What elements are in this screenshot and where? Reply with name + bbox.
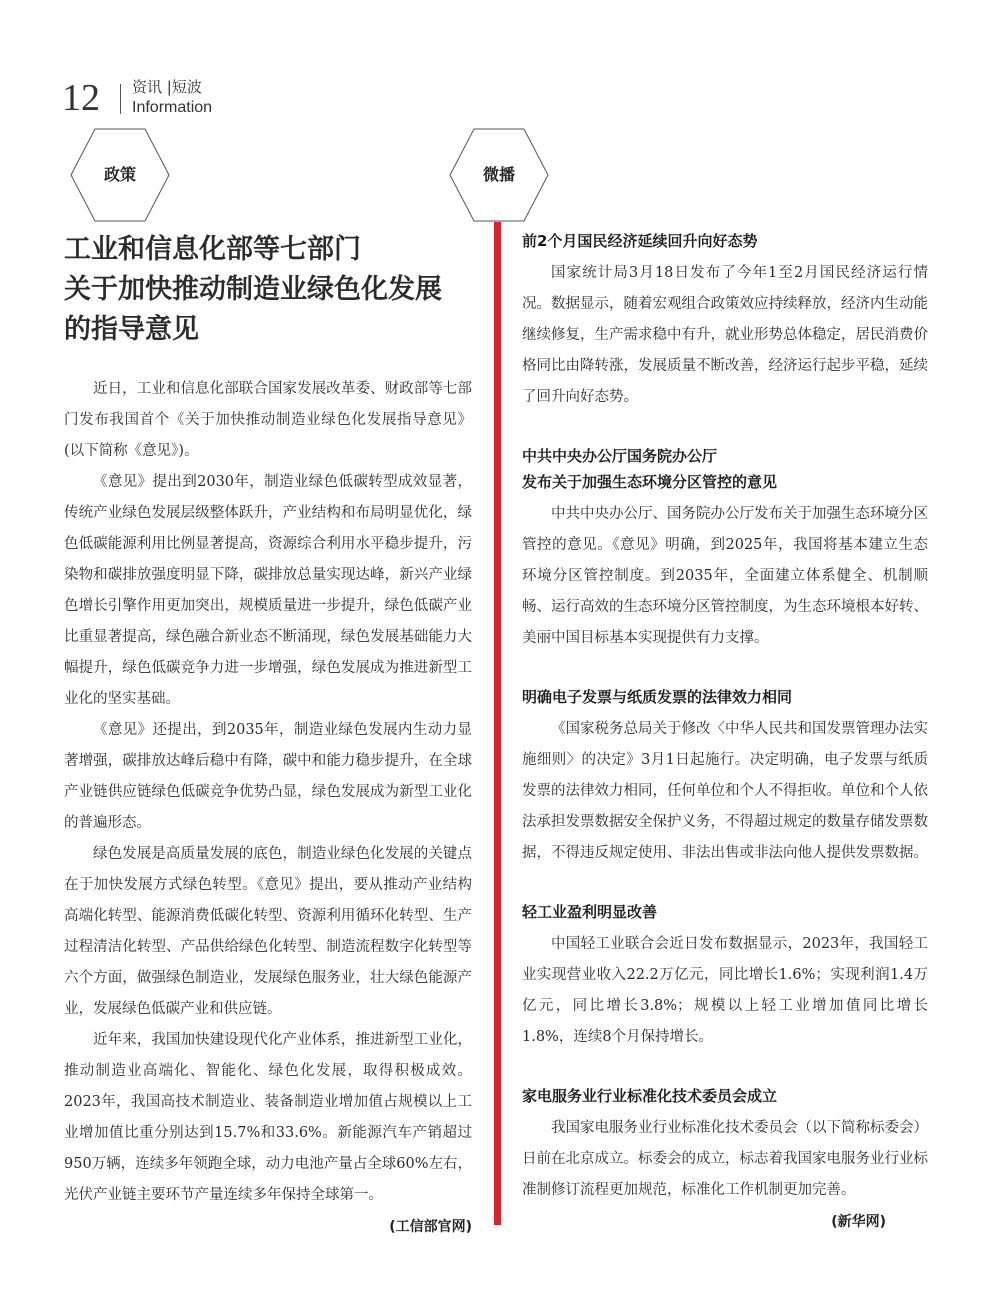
section-name-cn: 资讯 |短波 xyxy=(132,78,202,96)
news-body: 国家统计局3月18日发布了今年1至2月国民经济运行情况。数据显示，随着宏观组合政策效应持续释放，经济内生动能继续修复，生产需求稳中有升，就业形势总体稳定，居民消费价格同比由降转涨，发展质量不断改善，经济运行起步平稳，延续了回升向好态势。 xyxy=(522,265,928,405)
news-briefs xyxy=(522,228,928,1234)
header-divider xyxy=(120,84,121,114)
broadcast-tag xyxy=(449,128,549,222)
policy-tag xyxy=(70,128,170,222)
news-title: 前2个月国民经济延续回升向好态势 xyxy=(522,232,758,250)
news-item xyxy=(522,1083,928,1206)
news-item xyxy=(522,684,928,869)
article-title xyxy=(64,230,472,350)
policy-tag-label: 政策 xyxy=(103,165,136,184)
article-source: (工信部官网) xyxy=(389,1219,472,1235)
article-paragraph: 近年来，我国加快建设现代化产业体系，推进新型工业化，推动制造业高端化、智能化、绿色化发展，取得积极成效。2023年，我国高技术制造业、装备制造业增加值占规模以上工业增加值比重分别达到15.7%和33.6%。新能源汽车产销超过950万辆，连续多年领跑全球，动力电池产量占全球60%左右，光伏产业链主要环节产量连续多年保持全球第一。 xyxy=(64,1032,472,1203)
page-number: 12 xyxy=(62,77,100,119)
article-paragraph: 《意见》还提出，到2035年，制造业绿色发展内生动力显著增强，碳排放达峰后稳中有降，碳中和能力稳步提升，在全球产业链供应链绿色低碳竞争优势凸显，绿色发展成为新型工业化的普遍形态。 xyxy=(64,722,472,831)
article-paragraph: 近日，工业和信息化部联合国家发展改革委、财政部等七部门发布我国首个《关于加快推动制造业绿色化发展指导意见》(以下简称《意见》)。 xyxy=(64,381,472,459)
policy-article xyxy=(64,230,472,1239)
news-title: 中共中央办公厅国务院办公厅 发布关于加强生态环境分区管控的意见 xyxy=(522,447,778,491)
article-title-line: 的指导意见 xyxy=(64,314,199,345)
news-body: 《国家税务总局关于修改〈中华人民共和国发票管理办法实施细则〉的决定》3月1日起施行。决定明确，电子发票与纸质发票的法律效力相同，任何单位和个人不得拒收。单位和个人依法承担发票数据安全保护义务，不得超过规定的数量存储发票数据，不得违反规定使用、非法出售或非法向他人提供发票数据。 xyxy=(522,721,928,861)
broadcast-tag-label: 微播 xyxy=(482,165,515,184)
article-title-line: 关于加快推动制造业绿色化发展 xyxy=(64,274,442,305)
news-title: 明确电子发票与纸质发票的法律效力相同 xyxy=(522,688,793,706)
article-title-line: 工业和信息化部等七部门 xyxy=(64,234,361,265)
section-name-en: Information xyxy=(132,99,213,116)
article-paragraph: 《意见》提出到2030年，制造业绿色低碳转型成效显著，传统产业绿色发展层级整体跃升，产业结构和布局明显优化，绿色低碳能源利用比例显著提高，资源综合利用水平稳步提升，污染物和碳排放强度明显下降，碳排放总量实现达峰，新兴产业绿色增长引擎作用更加突出，规模质量进一步提升，绿色低碳产业比重显著提高，绿色融合新业态不断涌现，绿色发展基础能力大幅提升，绿色低碳竞争力进一步增强，绿色发展成为推进新型工业化的坚实基础。 xyxy=(64,474,472,707)
news-body: 中国轻工业联合会近日发布数据显示，2023年，我国轻工业实现营业收入22.2万亿元，同比增长1.6%；实现利润1.4万亿元，同比增长3.8%；规模以上轻工业增加值同比增长1.8%，连续8个月保持增长。 xyxy=(522,936,928,1045)
news-title: 家电服务业行业标准化技术委员会成立 xyxy=(522,1087,778,1105)
news-source: (新华网) xyxy=(831,1214,886,1230)
news-body: 我国家电服务业行业标准化技术委员会（以下简称标委会）日前在北京成立。标委会的成立，标志着我国家电服务业行业标准制修订流程更加规范，标准化工作机制更加完善。 xyxy=(522,1120,928,1198)
news-item xyxy=(522,443,928,654)
news-item xyxy=(522,899,928,1053)
news-body: 中共中央办公厅、国务院办公厅发布关于加强生态环境分区管控的意见。《意见》明确，到2025年，我国将基本建立生态环境分区管控制度。到2035年，全面建立体系健全、机制顺畅、运行高效的生态环境分区管控制度，为生态环境根本好转、美丽中国目标基本实现提供有力支撑。 xyxy=(522,506,928,646)
column-divider xyxy=(494,222,501,1225)
news-item xyxy=(522,228,928,413)
article-paragraph: 绿色发展是高质量发展的底色，制造业绿色化发展的关键点在于加快发展方式绿色转型。《意见》提出，要从推动产业结构高端化转型、能源消费低碳化转型、资源利用循环化转型、生产过程清洁化转型、产品供给绿色化转型、制造流程数字化转型等六个方面，做强绿色制造业，发展绿色服务业，壮大绿色能源产业，发展绿色低碳产业和供应链。 xyxy=(64,846,472,1017)
news-title: 轻工业盈利明显改善 xyxy=(522,903,658,921)
